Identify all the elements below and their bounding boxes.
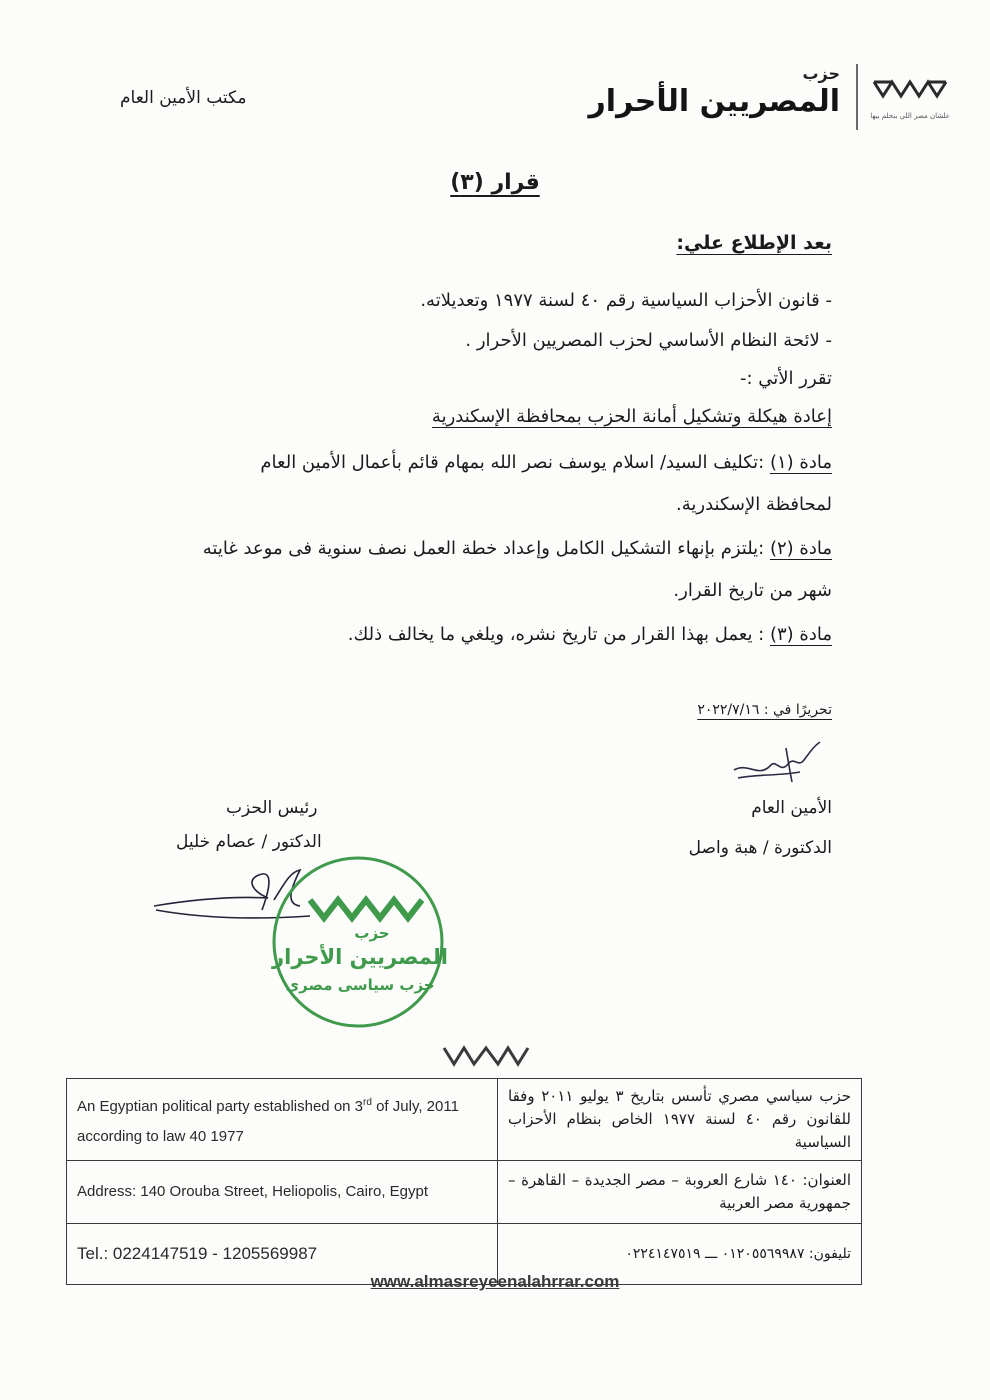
decides-line: تقرر الأتي :- <box>739 368 832 389</box>
logo-party-name: المصريين الأحرار <box>588 84 840 119</box>
stamp-line-3: حزب سياسى مصرى <box>285 976 435 994</box>
stamp-line-1: حزب <box>354 924 390 942</box>
logo-divider <box>856 64 858 130</box>
footer-established-ar: حزب سياسي مصري تأسس بتاريخ ٣ يوليو ٢٠١١ وفقا للقانون رقم ٤٠ لسنة ١٩٧٧ الخاص بنظام الأحزاب السياسية <box>498 1079 862 1161</box>
logo-party-word: حزب <box>802 64 840 83</box>
president-title: رئيس الحزب <box>226 798 318 818</box>
secretary-name: الدكتورة / هبة واصل <box>688 838 832 858</box>
website-link[interactable]: www.almasreyeenalahrrar.com <box>370 1272 620 1291</box>
decision-subject: إعادة هيكلة وتشكيل أمانة الحزب بمحافظة الإسكندرية <box>431 406 832 427</box>
article-2-text: :يلتزم بإنهاء التشكيل الكامل وإعداد خطة العمل نصف سنوية فى موعد غايته <box>202 538 770 559</box>
logo-tagline: علشان مصر اللي بنحلم بيها <box>870 112 950 120</box>
table-row <box>67 1161 862 1224</box>
table-row <box>67 1079 862 1161</box>
footer-address-en: Address: 140 Orouba Street, Heliopolis, Cairo, Egypt <box>67 1161 498 1224</box>
article-2 <box>203 538 832 559</box>
stamp-line-2: المصريين الأحرار <box>272 945 448 969</box>
secretary-title: الأمين العام <box>751 798 832 818</box>
article-3-text: : يعمل بهذا القرار من تاريخ نشره، ويلغي ما يخالف ذلك. <box>347 624 770 645</box>
footer-phone-en: Tel.: 0224147519 - 1205569987 <box>67 1224 498 1285</box>
secretary-signature <box>728 738 828 788</box>
president-name: الدكتور / عصام خليل <box>176 832 322 852</box>
footer-logo-icon <box>440 1040 532 1074</box>
article-3-label: مادة (٣) <box>769 624 832 645</box>
reference-law: - قانون الأحزاب السياسية رقم ٤٠ لسنة ١٩٧٧ وتعديلاته. <box>420 290 832 311</box>
article-2-label: مادة (٢) <box>769 538 832 559</box>
party-stamp <box>268 852 448 1032</box>
article-1-label: مادة (١) <box>769 452 832 473</box>
article-1 <box>260 452 832 473</box>
article-3 <box>348 624 832 645</box>
decision-intro: بعد الإطلاع علي: <box>676 232 832 254</box>
party-logo <box>588 64 950 134</box>
article-1-text: :تكليف السيد/ اسلام يوسف نصر الله بمهام قائم بأعمال الأمين العام <box>260 452 770 473</box>
footer-phone-ar: تليفون: ٠١٢٠٥٥٦٩٩٨٧ ـــ ٠٢٢٤١٤٧٥١٩ <box>498 1224 862 1285</box>
decision-title: قرار (٣) <box>450 170 540 195</box>
date-line: تحريرًا في : ٢٠٢٢/٧/١٦ <box>697 702 832 718</box>
article-1-cont: لمحافظة الإسكندرية. <box>676 494 832 515</box>
office-label: مكتب الأمين العام <box>120 88 247 108</box>
footer-info-table <box>66 1078 862 1285</box>
footer-address-ar: العنوان: ١٤٠ شارع العروبة – مصر الجديدة – القاهرة – جمهورية مصر العربية <box>498 1161 862 1224</box>
footer-established-en: An Egyptian political party established on 3rd of July, 2011 according to law 40 1977 <box>67 1079 498 1161</box>
reference-bylaws: - لائحة النظام الأساسي لحزب المصريين الأحرار . <box>465 330 832 351</box>
article-2-cont: شهر من تاريخ القرار. <box>673 580 832 601</box>
